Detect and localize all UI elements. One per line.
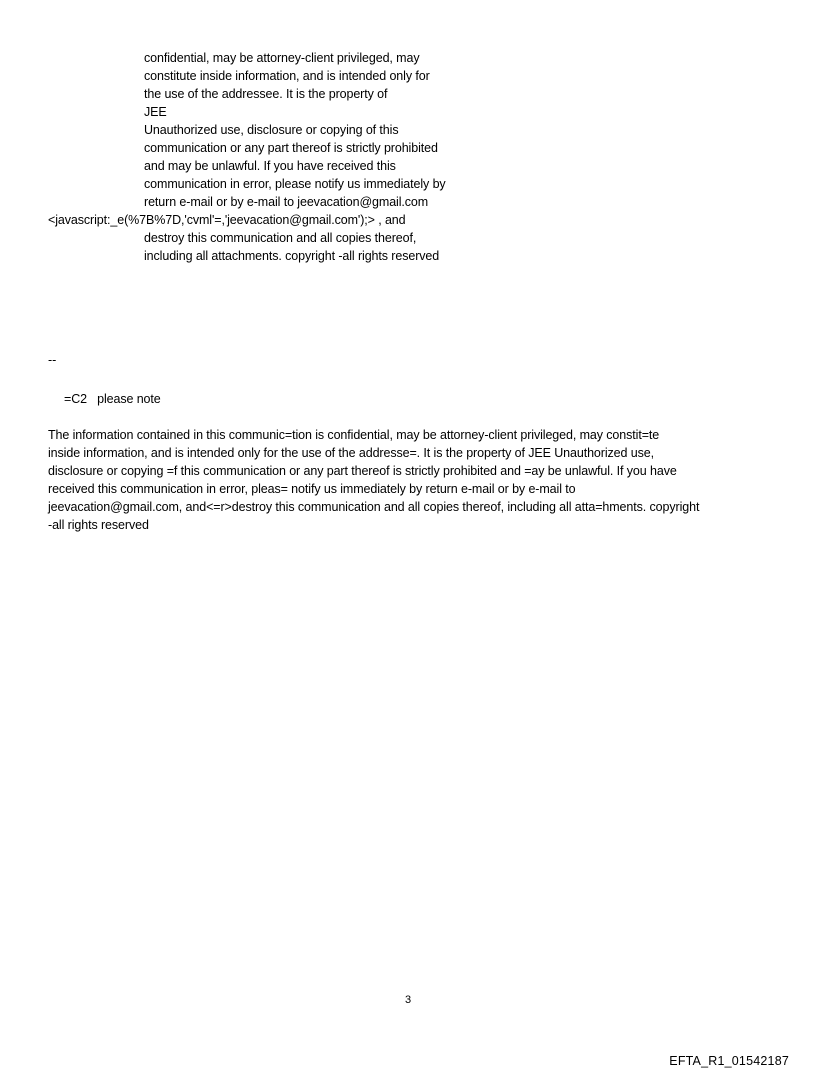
javascript-link-line: <javascript:_e(%7B%7D,'cvml'=,'jeevacation@gmail.com');> , and [48, 213, 406, 227]
notice-line: return e-mail or by e-mail to jeevacation@gmail.com [144, 195, 429, 209]
separator: -- [48, 353, 57, 367]
notice-line: the use of the addressee. It is the property of [144, 87, 388, 101]
paragraph-line: The information contained in this communic=tion is confidential, may be attorney-client privileged, may constit=te [48, 428, 660, 442]
paragraph-line: inside information, and is intended only for the use of the addresse=. It is the property of JEE Unauthorized use, [48, 446, 654, 460]
notice-line: confidential, may be attorney-client privileged, may [144, 51, 420, 65]
notice-line: communication in error, please notify us immediately by [144, 177, 446, 191]
confidentiality-paragraph [48, 426, 776, 534]
notice-line: including all attachments. copyright -all rights reserved [144, 249, 440, 263]
notice-line: constitute inside information, and is intended only for [144, 69, 430, 83]
notice-line: JEE [144, 105, 167, 119]
document-id: EFTA_R1_01542187 [669, 1054, 789, 1068]
please-note-heading: =C2 please note [64, 392, 161, 406]
notice-line: Unauthorized use, disclosure or copying of this [144, 123, 399, 137]
paragraph-line: jeevacation@gmail.com, and<=r>destroy this communication and all copies thereof, including all atta=hments. copyright [48, 500, 700, 514]
paragraph-line: disclosure or copying =f this communication or any part thereof is strictly prohibited and =ay be unlawful. If you have [48, 464, 677, 478]
notice-line: communication or any part thereof is strictly prohibited [144, 141, 438, 155]
page-number: 3 [404, 994, 412, 1006]
notice-line: destroy this communication and all copies thereof, [144, 231, 417, 245]
notice-line: and may be unlawful. If you have received this [144, 159, 396, 173]
paragraph-line: received this communication in error, pleas= notify us immediately by return e-mail or by e-mail to [48, 482, 576, 496]
paragraph-line: -all rights reserved [48, 518, 149, 532]
